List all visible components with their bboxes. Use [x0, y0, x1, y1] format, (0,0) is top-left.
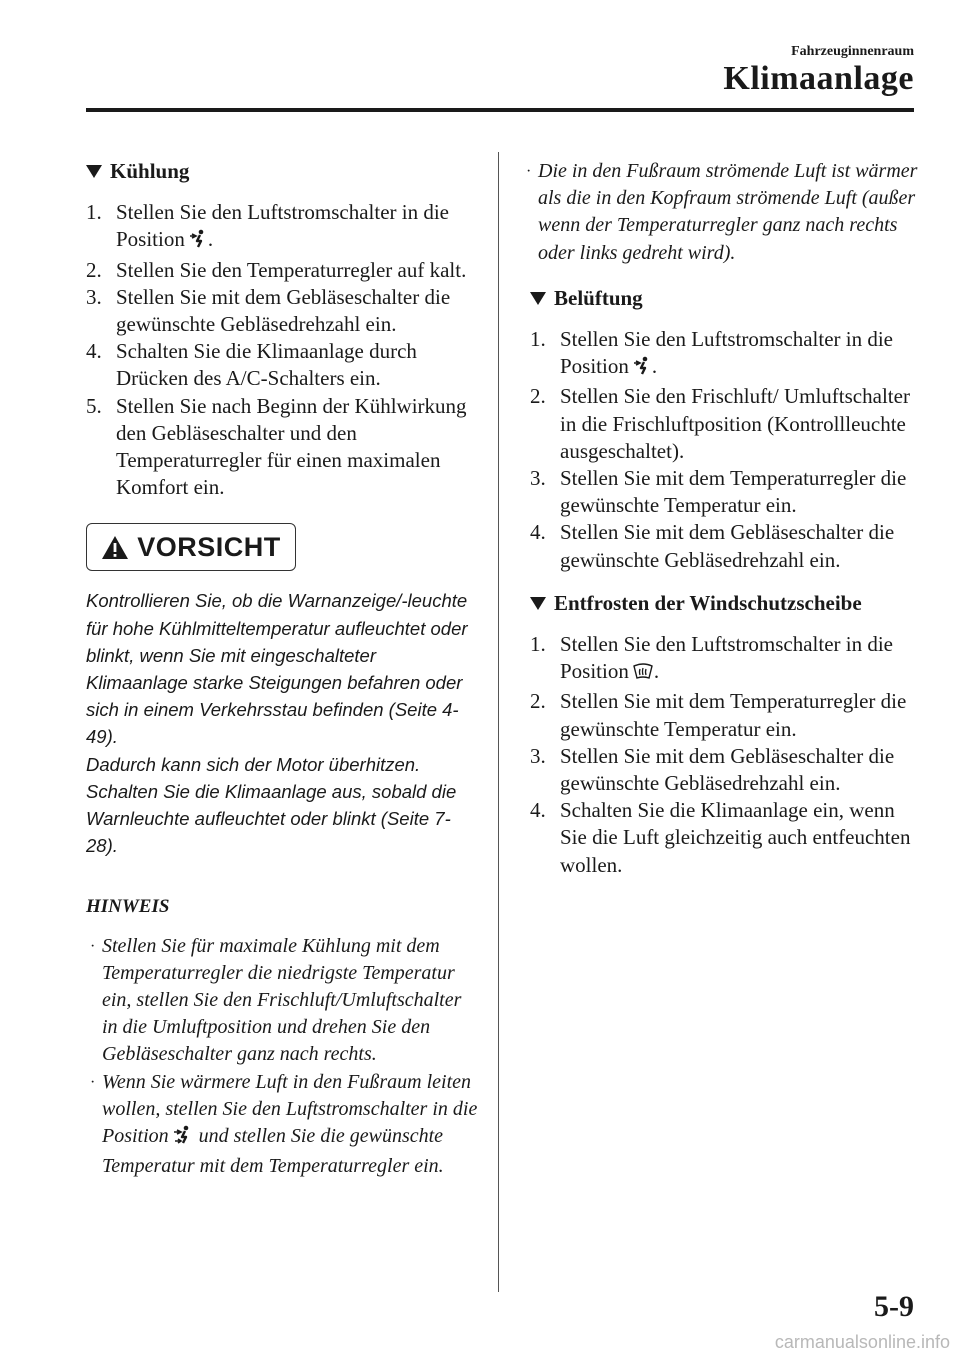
list-item: 3. Stellen Sie mit dem Gebläseschalter die gewünschte Gebläsedrehzahl ein. [530, 743, 895, 796]
list-item: 1. Stellen Sie den Luftstromschalter in die Position . [86, 199, 478, 256]
bullet-dot-icon: · [90, 1073, 96, 1091]
windshield-defrost-icon [632, 661, 654, 688]
kuehlung-steps [86, 199, 478, 501]
list-item: 1. Stellen Sie den Luftstromschalter in die Position . [530, 631, 920, 688]
header-rule [86, 108, 914, 112]
warning-triangle-icon [101, 535, 129, 560]
entfrosten-steps [530, 631, 920, 879]
triangle-bullet-icon [530, 597, 546, 610]
page-number: 5-9 [874, 1290, 914, 1323]
column-divider [498, 152, 499, 1292]
caution-badge: VORSICHT [86, 523, 296, 571]
list-item: 5. Stellen Sie nach Beginn der Kühlwirkung den Gebläseschalter und den Temperaturregler für einen maximalen Komfort ein. [86, 393, 467, 500]
section-heading-entfrosten: Entfrosten der Windschutzscheibe [530, 590, 920, 617]
list-item: 4. Schalten Sie die Klimaanlage durch Drücken des A/C-Schalters ein. [86, 339, 417, 391]
belueftung-steps [530, 326, 920, 574]
list-item: · Die in den Fußraum strömende Luft ist wärmer als die in den Kopfraum strömende Luft (außer wenn der Temperaturregler ganz nach rechts oder links gedreht wird). [526, 160, 918, 264]
list-item: 4. Schalten Sie die Klimaanlage ein, wenn Sie die Luft gleichzeitig auch entfeuchten wollen. [530, 798, 911, 877]
bullet-dot-icon: · [526, 163, 532, 180]
note-list [86, 933, 478, 1181]
air-flow-face-icon [188, 229, 208, 256]
list-item: 2. Stellen Sie mit dem Temperaturregler die gewünschte Temperatur ein. [530, 689, 907, 741]
note-heading: HINWEIS [86, 896, 170, 918]
right-column [526, 158, 920, 879]
page-title: Klimaanlage [723, 60, 914, 97]
caution-text: Dadurch kann sich der Motor überhitzen. Schalten Sie die Klimaanlage aus, sobald die Warnleuchte aufleuchtet oder blinkt (Seite 7-28). [86, 753, 457, 857]
triangle-bullet-icon [530, 292, 546, 305]
triangle-bullet-icon [86, 165, 102, 178]
air-flow-bilevel-icon [172, 1125, 194, 1153]
list-item: 4. Stellen Sie mit dem Gebläseschalter die gewünschte Gebläsedrehzahl ein. [530, 520, 895, 572]
left-column [86, 158, 478, 1181]
section-label: Fahrzeuginnenraum [791, 44, 914, 59]
list-item: 3. Stellen Sie mit dem Gebläseschalter die gewünschte Gebläsedrehzahl ein. [86, 284, 451, 337]
section-heading-belueftung: Belüftung [530, 285, 920, 312]
bullet-dot-icon: · [90, 937, 96, 955]
air-flow-face-icon [632, 356, 652, 383]
list-item: 1. Stellen Sie den Luftstromschalter in die Position . [530, 326, 920, 383]
list-item: 2. Stellen Sie den Frischluft/ Umluftschalter in die Frischluftposition (Kontrollleuchte ausgeschaltet). [530, 384, 910, 463]
caution-text: Kontrollieren Sie, ob die Warnanzeige/-leuchte für hohe Kühlmitteltemperatur aufleuchtet oder blinkt, wenn Sie mit eingeschalteter Klimaanlage starke Steigungen befahren oder sich in einem Verkehrsstau befinden (Seite 4-49). [86, 590, 468, 748]
watermark: carmanualsonline.info [774, 1332, 950, 1352]
note-list-continued [526, 158, 920, 267]
list-item: 2. Stellen Sie den Temperaturregler auf kalt. [86, 257, 467, 282]
section-heading-kuehlung: Kühlung [86, 158, 478, 185]
list-item: · Stellen Sie für maximale Kühlung mit dem Temperaturregler die niedrigste Temperatur ein, stellen Sie den Frischluft/Umluftschalter in die Umluftposition und drehen Sie den Gebläseschalter ganz nach rechts. [90, 934, 462, 1066]
list-item: · Wenn Sie wärmere Luft in den Fußraum leiten wollen, stellen Sie den Luftstromschalter in die Position und stellen Sie die gewünschte Temperatur mit dem Temperaturregler ein. [90, 1070, 478, 1178]
list-item: 3. Stellen Sie mit dem Temperaturregler die gewünschte Temperatur ein. [530, 466, 907, 518]
